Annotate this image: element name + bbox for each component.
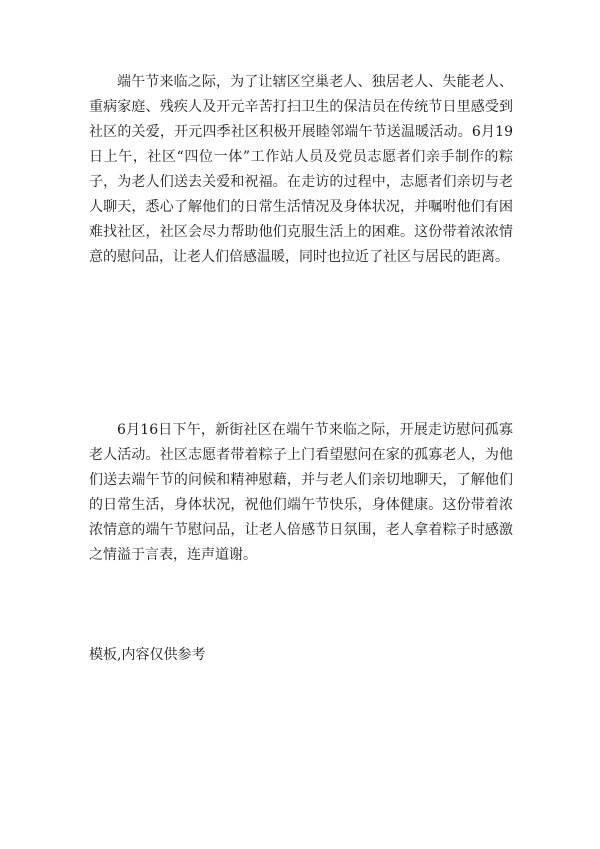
paragraph-dragon-boat-community-care: 端午节来临之际，为了让辖区空巢老人、独居老人、失能老人、重病家庭、残疾人及开元辛苦打扫卫生的保洁员在传统节日里感受到社区的关爱，开元四季社区积极开展睦邻端午节送温暖活动。6月19日上午，社区“四位一体”工作站人员及党员志愿者们亲手制作的粽子，为老人们送去关爱和祝福。在走访的过程中，志愿者们亲切与老人聊天，悉心了解他们的日常生活情况及身体状况，并嘱咐他们有困难找社区，社区会尽力帮助他们克服生活上的困难。这份带着浓浓情意的慰问品，让老人们倍感温暖，同时也拉近了社区与居民的距离。 <box>89 74 513 265</box>
template-footer-note: 模板,内容仅供参考 <box>89 647 206 663</box>
paragraph-xinjie-community-visit: 6月16日下午，新街社区在端午节来临之际，开展走访慰问孤寡老人活动。社区志愿者带着粽子上门看望慰问在家的孤寡老人，为他们送去端午节的问候和精神慰藉，并与老人们亲切地聊天，了解他们的日常生活，身体状况，祝他们端午节快乐，身体健康。这份带着浓浓情意的端午节慰问品，让老人倍感节日氛围，老人拿着粽子时感激之情溢于言表，连声道谢。 <box>89 422 513 563</box>
